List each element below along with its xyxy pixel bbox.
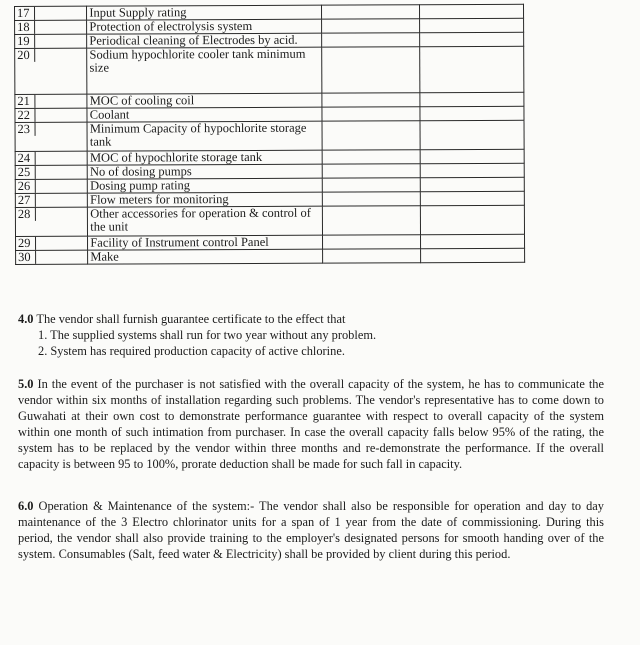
row-number-cell: [15, 20, 87, 34]
row-description: Input Supply rating: [87, 5, 322, 20]
row-description: Coolant: [87, 107, 322, 122]
row-number: 19: [17, 35, 35, 48]
section-5-text: In the event of the purchaser is not satisfied with the overall capacity of the system, he has to communicate the vendor within six months of installation regarding such problems. The vendor's representative has to come down to Guwahati at their own cost to demonstrate performance guarantee with respect to overall capacity of the system within one month of such intimation from purchaser. In case the overall capacity falls below 95% of the rating, the system has to be replaced by the vendor within three months and re-demonstrate the performance. If the overall capacity is between 95 to 100%, prorate deduction shall be made for such fall in capacity.: [18, 377, 604, 471]
row-blank-cell: [420, 92, 524, 106]
section-6-text: Operation & Maintenance of the system:- The vendor shall also be responsible for operation and day to day maintenance of the 3 Electro chlorinator units for a span of 1 year from the date of commissioning. During this period, the vendor shall also provide training to the employer's designated persons for smooth handing over of the system. Consumables (Salt, feed water & Electricity) shall be provided by client during this period.: [18, 499, 604, 561]
row-description: Minimum Capacity of hypochlorite storage tank: [87, 121, 322, 151]
row-number: 18: [17, 21, 35, 34]
row-number: 20: [17, 49, 35, 62]
table-row: [15, 205, 524, 236]
row-number-cell: [15, 94, 87, 108]
row-description: Make: [88, 249, 323, 264]
specification-table: [14, 4, 525, 265]
row-description: Periodical cleaning of Electrodes by acid.: [87, 33, 322, 48]
row-number-cell: [15, 6, 87, 20]
section-4-item-1: 1. The supplied systems shall run for two year without any problem.: [38, 328, 377, 342]
row-blank-cell: [322, 164, 421, 178]
section-5: [18, 376, 604, 472]
section-4-text: The vendor shall furnish guarantee certificate to the effect that: [36, 312, 346, 326]
row-blank-cell: [420, 120, 524, 149]
row-description: Flow meters for monitoring: [88, 192, 323, 207]
row-number-cell: [15, 108, 87, 122]
row-description: MOC of cooling coil: [87, 93, 322, 108]
row-blank-cell: [421, 191, 525, 205]
row-number-cell: [15, 193, 87, 207]
row-description: Dosing pump rating: [88, 178, 323, 193]
row-number-cell: [15, 207, 87, 236]
row-number: 22: [17, 109, 35, 122]
row-number-cell: [15, 48, 87, 94]
section-6: [18, 498, 604, 562]
row-number: 21: [17, 95, 35, 108]
table-row: [16, 248, 525, 264]
row-description: Protection of electrolysis system: [87, 19, 322, 34]
table-row: [15, 46, 524, 94]
row-blank-cell: [322, 150, 421, 164]
row-blank-cell: [420, 18, 524, 32]
section-4-heading: 4.0: [18, 312, 34, 326]
row-blank-cell: [421, 205, 525, 234]
row-description: Sodium hypochlorite cooler tank minimum size: [87, 47, 322, 94]
row-blank-cell: [421, 149, 525, 163]
row-number-cell: [15, 34, 87, 48]
row-blank-cell: [421, 163, 525, 177]
section-5-heading: 5.0: [18, 377, 34, 391]
row-blank-cell: [421, 248, 525, 262]
row-number-cell: [16, 236, 88, 250]
table-row: [15, 120, 524, 151]
section-4-intro: [18, 311, 604, 327]
row-blank-cell: [321, 5, 420, 19]
row-number: 29: [18, 237, 36, 250]
row-blank-cell: [421, 177, 525, 191]
row-blank-cell: [322, 235, 421, 249]
row-description: MOC of hypochlorite storage tank: [87, 150, 322, 165]
row-blank-cell: [420, 106, 524, 120]
row-number: 28: [18, 208, 36, 221]
row-number-cell: [15, 179, 87, 193]
row-blank-cell: [322, 206, 421, 235]
row-blank-cell: [321, 47, 420, 93]
row-number: 27: [18, 194, 36, 207]
section-4-list: [38, 327, 376, 359]
row-blank-cell: [420, 46, 524, 92]
row-number: 26: [18, 180, 36, 193]
row-number-cell: [15, 151, 87, 165]
row-number: 25: [18, 166, 36, 179]
row-blank-cell: [421, 234, 525, 248]
row-blank-cell: [322, 93, 421, 107]
row-description: Facility of Instrument control Panel: [88, 235, 323, 250]
row-description: No of dosing pumps: [87, 164, 322, 179]
specification-table-body: [15, 4, 525, 264]
row-blank-cell: [322, 107, 421, 121]
row-blank-cell: [322, 121, 421, 150]
row-blank-cell: [322, 192, 421, 206]
row-blank-cell: [322, 249, 421, 263]
row-number-cell: [15, 122, 87, 151]
row-blank-cell: [321, 33, 420, 47]
row-number: 24: [18, 152, 36, 165]
row-number-cell: [16, 250, 88, 264]
row-number: 23: [18, 123, 36, 136]
section-4-item-2: 2. System has required production capacity of active chlorine.: [38, 344, 345, 358]
row-blank-cell: [321, 19, 420, 33]
row-blank-cell: [420, 32, 524, 46]
row-description: Other accessories for operation & control of the unit: [88, 206, 323, 236]
row-blank-cell: [420, 4, 524, 18]
row-number-cell: [15, 165, 87, 179]
row-number: 30: [18, 251, 36, 264]
section-6-heading: 6.0: [18, 499, 34, 513]
row-blank-cell: [322, 178, 421, 192]
row-number: 17: [17, 7, 35, 20]
